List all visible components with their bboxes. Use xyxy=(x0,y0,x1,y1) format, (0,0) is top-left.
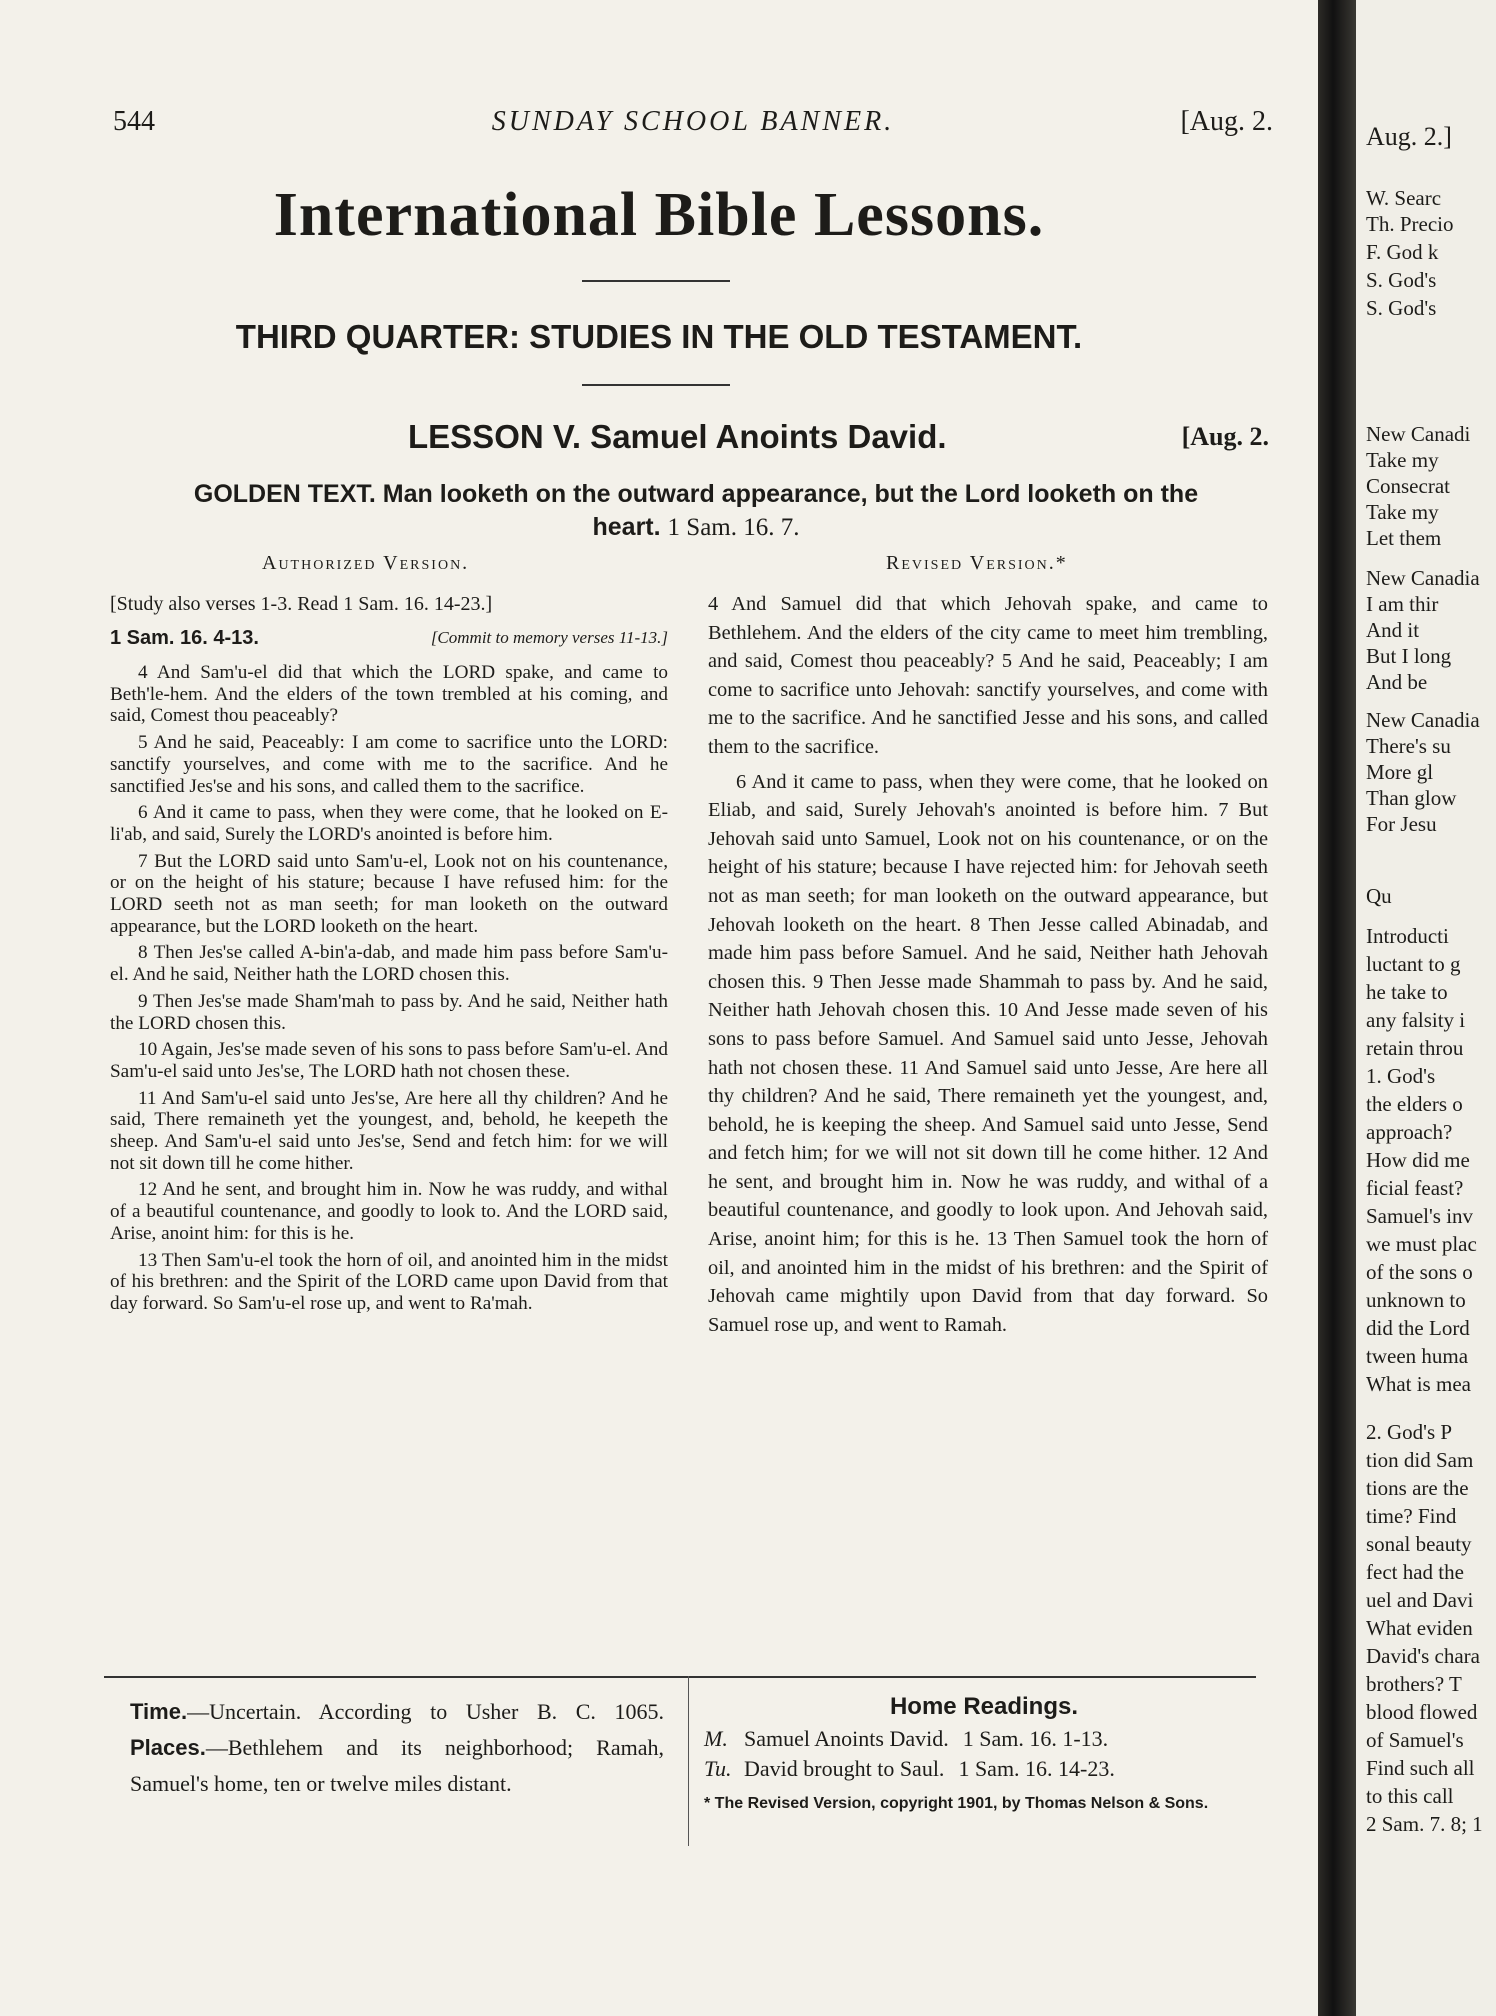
verse: 9 Then Jes'se made Sham'mah to pass by. And he said, Neither hath the LORD chosen this. xyxy=(110,990,668,1034)
facing-page-line: uel and Davi xyxy=(1366,1588,1474,1612)
verse: 7 But the LORD said unto Sam'u-el, Look not on his countenance, or on the height of his stature; because I have refused him: for the LORD seeth not as man seeth; for man looketh on the outward appearance, but the LORD looketh on the heart. xyxy=(110,850,668,937)
facing-page-line: But I long xyxy=(1366,644,1452,668)
facing-page-line: retain throu xyxy=(1366,1036,1464,1060)
facing-page-line: For Jesu xyxy=(1366,812,1437,836)
facing-page-line: F. God k xyxy=(1366,240,1439,264)
reading-title: Samuel Anoints David. xyxy=(744,1726,949,1751)
facing-page-line: did the Lord xyxy=(1366,1316,1470,1340)
verse: 11 And Sam'u-el said unto Jes'se, Are here all thy children? And he said, There remaineth yet the youngest, and, behold, he keepeth the sheep. And Sam'u-el said unto Jes'se, Send and fetch him: for we will not sit down till he come hither. xyxy=(110,1087,668,1174)
scripture-reference-line xyxy=(110,624,668,652)
reading-row xyxy=(704,1724,1264,1754)
facing-page-line: tion did Sam xyxy=(1366,1448,1474,1472)
facing-page-line: of the sons o xyxy=(1366,1260,1473,1284)
time-label: Time. xyxy=(130,1699,188,1724)
page-number: 544 xyxy=(113,106,155,137)
quarter-heading: THIRD QUARTER: STUDIES IN THE OLD TESTAMENT. xyxy=(235,318,1083,355)
facing-page-line: 2 Sam. 7. 8; 1 xyxy=(1366,1812,1483,1836)
column-divider xyxy=(688,1676,689,1846)
facing-page-line: sonal beauty xyxy=(1366,1532,1472,1556)
golden-text-reference: 1 Sam. 16. 7. xyxy=(667,514,800,541)
memory-note: [Commit to memory verses 11-13.] xyxy=(430,628,668,647)
facing-page-line: What is mea xyxy=(1366,1372,1471,1396)
facing-page-line: Take my xyxy=(1366,500,1439,524)
golden-text-body: Man looketh on the outward appearance, but the Lord looketh on the heart. xyxy=(382,480,1199,541)
facing-page-line: Let them xyxy=(1366,526,1442,550)
facing-page-line: tween huma xyxy=(1366,1344,1469,1368)
facing-page-line: the elders o xyxy=(1366,1092,1463,1116)
reading-row xyxy=(704,1754,1264,1784)
divider xyxy=(582,280,730,282)
facing-page-line: Introducti xyxy=(1366,924,1449,948)
verse: 13 Then Sam'u-el took the horn of oil, and anointed him in the midst of his brethren: and the Spirit of the LORD came upon David from that day forward. So Sam'u-el rose up, and went to Ra'mah. xyxy=(110,1249,668,1314)
lesson-title: LESSON V. Samuel Anoints David. xyxy=(408,418,947,455)
facing-page-line: Samuel's inv xyxy=(1366,1204,1474,1228)
facing-page-line: New Canadia xyxy=(1366,566,1480,590)
revised-version-heading: Revised Version.* xyxy=(886,552,1068,574)
time-and-places xyxy=(130,1694,664,1802)
time-text: —Uncertain. According to Usher B. C. 1065. xyxy=(187,1699,664,1724)
facing-page-line: Take my xyxy=(1366,448,1439,472)
facing-page-line: we must plac xyxy=(1366,1232,1477,1256)
header-date: [Aug. 2. xyxy=(1180,106,1273,137)
facing-page-line: fect had the xyxy=(1366,1560,1464,1584)
facing-page-line: New Canadi xyxy=(1366,422,1471,446)
facing-page-fragment xyxy=(1356,0,1496,2016)
places-text: —Bethlehem and its neighborhood; Ramah, Samuel's home, ten or twelve miles distant. xyxy=(130,1735,664,1796)
verse: 8 Then Jes'se called A-bin'a-dab, and made him pass before Sam'u-el. And he said, Neither hath the LORD chosen this. xyxy=(110,942,668,986)
facing-page-line: And it xyxy=(1366,618,1420,642)
facing-page-line: I am thir xyxy=(1366,592,1439,616)
verse-paragraph: 4 And Samuel did that which Jehovah spake, and came to Bethlehem. And the elders of the city came to meet him trembling, and said, Comest thou peaceably? 5 And he said, Peaceably; I am come to sacrifice unto Jehovah: sanctify yourselves, and come with me to the sacrifice. And he sanctified Jesse and his sons, and called them to the sacrifice. xyxy=(708,593,1268,758)
divider xyxy=(104,1676,1256,1678)
running-header xyxy=(113,106,1273,146)
facing-page-line: S. God's xyxy=(1366,296,1437,320)
verse: 10 Again, Jes'se made seven of his sons to pass before Sam'u-el. And Sam'u-el said unto Jes'se, The LORD hath not chosen these. xyxy=(110,1039,668,1082)
facing-page-line: approach? xyxy=(1366,1120,1453,1144)
verse-paragraph: 6 And it came to pass, when they were come, that he looked on Eliab, and said, Surely Jehovah's anointed is before him. 7 But Jehovah said unto Samuel, Look not on his countenance, or on the height of his stature; because I have rejected him: for Jehovah seeth not as man seeth; for man looketh on the outward appearance, but Jehovah looketh on the heart. 8 Then Jesse called Abinadab, and made him pass before Samuel. And he said, Neither hath Jehovah chosen this. 9 Then Jesse made Shammah to pass by. And he said, Neither hath Jehovah chosen this. 10 And Jesse made seven of his sons to pass before Samuel. And Samuel said unto Jesse, Jehovah hath not chosen these. 11 And Samuel said unto Jesse, Are here all thy children? And he said, There remaineth yet the youngest, and, behold, he is keeping the sheep. And Samuel said unto Jesse, Send and fetch him; for we will not sit down till he come hither. 12 And he sent, and brought him in. Now he was ruddy, and withal of a beautiful countenance, and goodly to look upon. And Jehovah said, Arise, anoint him; for this is he. 13 Then Samuel took the horn of oil, and anointed him in the midst of his brethren: and the Spirit of Jehovah came mightily upon David from that day forward. So Samuel rose up, and went to Ramah. xyxy=(708,770,1268,1336)
facing-page-line: tions are the xyxy=(1366,1476,1469,1500)
authorized-version-heading: Authorized Version. xyxy=(262,552,470,574)
facing-page-line: How did me xyxy=(1366,1148,1470,1172)
facing-page-line: 1. God's xyxy=(1366,1064,1436,1088)
revised-column xyxy=(708,590,1268,1339)
facing-page-line: unknown to xyxy=(1366,1288,1466,1312)
scripture-reference: 1 Sam. 16. 4-13. xyxy=(110,627,259,649)
facing-page-line: What eviden xyxy=(1366,1616,1473,1640)
facing-page-line: Th. Precio xyxy=(1366,212,1454,236)
facing-page-line: brothers? T xyxy=(1366,1672,1462,1696)
golden-text-label: GOLDEN TEXT. xyxy=(193,480,376,508)
facing-page-line: New Canadia xyxy=(1366,708,1480,732)
study-note: [Study also verses 1-3. Read 1 Sam. 16. 14-23.] xyxy=(110,593,493,615)
home-readings xyxy=(704,1692,1264,1814)
facing-page-line: There's su xyxy=(1366,734,1451,758)
facing-page-line: More gl xyxy=(1366,760,1434,784)
golden-text xyxy=(186,478,1206,544)
reading-day: M. xyxy=(704,1726,728,1751)
facing-page-line: ficial feast? xyxy=(1366,1176,1464,1200)
facing-page-line: Find such all xyxy=(1366,1756,1475,1780)
authorized-column xyxy=(110,590,668,1315)
facing-page-line: Than glow xyxy=(1366,786,1457,810)
places-label: Places. xyxy=(130,1735,206,1760)
facing-page-line: he take to xyxy=(1366,980,1448,1004)
facing-page-line: blood flowed xyxy=(1366,1700,1478,1724)
publication-title: SUNDAY SCHOOL BANNER. xyxy=(491,106,895,137)
page-title: International Bible Lessons. xyxy=(273,181,1045,249)
facing-page-line: S. God's xyxy=(1366,268,1437,292)
verse: 5 And he said, Peaceably: I am come to sacrifice unto the LORD: sanctify yourselves, and come with me to the sacrifice. And he sanctified Jes'se and his sons, and called them to the sacrifice. xyxy=(110,732,668,797)
facing-page-line: W. Searc xyxy=(1366,186,1442,210)
divider xyxy=(582,384,730,386)
verse: 4 And Sam'u-el did that which the LORD spake, and came to Beth'le-hem. And the elders of the town trembled at his coming, and said, Comest thou peaceably? xyxy=(110,662,668,727)
home-readings-title: Home Readings. xyxy=(889,1693,1079,1720)
verse: 6 And it came to pass, when they were come, that he looked on E-li'ab, and said, Surely the LORD's anointed is before him. xyxy=(110,802,668,845)
facing-page-line: And be xyxy=(1366,670,1428,694)
lesson-date: [Aug. 2. xyxy=(1181,422,1269,451)
facing-page-line: of Samuel's xyxy=(1366,1728,1464,1752)
book-gutter xyxy=(1318,0,1356,2016)
facing-page-line: luctant to g xyxy=(1366,952,1461,976)
reading-title: David brought to Saul. xyxy=(744,1756,945,1781)
reading-ref: 1 Sam. 16. 14-23. xyxy=(958,1756,1115,1781)
reading-ref: 1 Sam. 16. 1-13. xyxy=(962,1726,1109,1751)
verse: 12 And he sent, and brought him in. Now he was ruddy, and withal of a beautiful countenance, and goodly to look to. And the LORD said, Arise, anoint him: for this is he. xyxy=(110,1179,668,1244)
facing-page-line: 2. God's P xyxy=(1366,1420,1453,1444)
facing-page-line: to this call xyxy=(1366,1784,1454,1808)
authorized-verses xyxy=(110,662,668,1315)
facing-page-header: Aug. 2.] xyxy=(1366,122,1452,151)
footnote: * The Revised Version, copyright 1901, by Thomas Nelson & Sons. xyxy=(704,1795,1209,1812)
reading-day: Tu. xyxy=(704,1756,732,1781)
facing-page-line: Consecrat xyxy=(1366,474,1450,498)
facing-page-line: any falsity i xyxy=(1366,1008,1466,1032)
facing-page-line: David's chara xyxy=(1366,1644,1480,1668)
revised-verses xyxy=(708,590,1268,1339)
facing-page-line: Qu xyxy=(1366,884,1392,908)
facing-page-line: time? Find xyxy=(1366,1504,1457,1528)
